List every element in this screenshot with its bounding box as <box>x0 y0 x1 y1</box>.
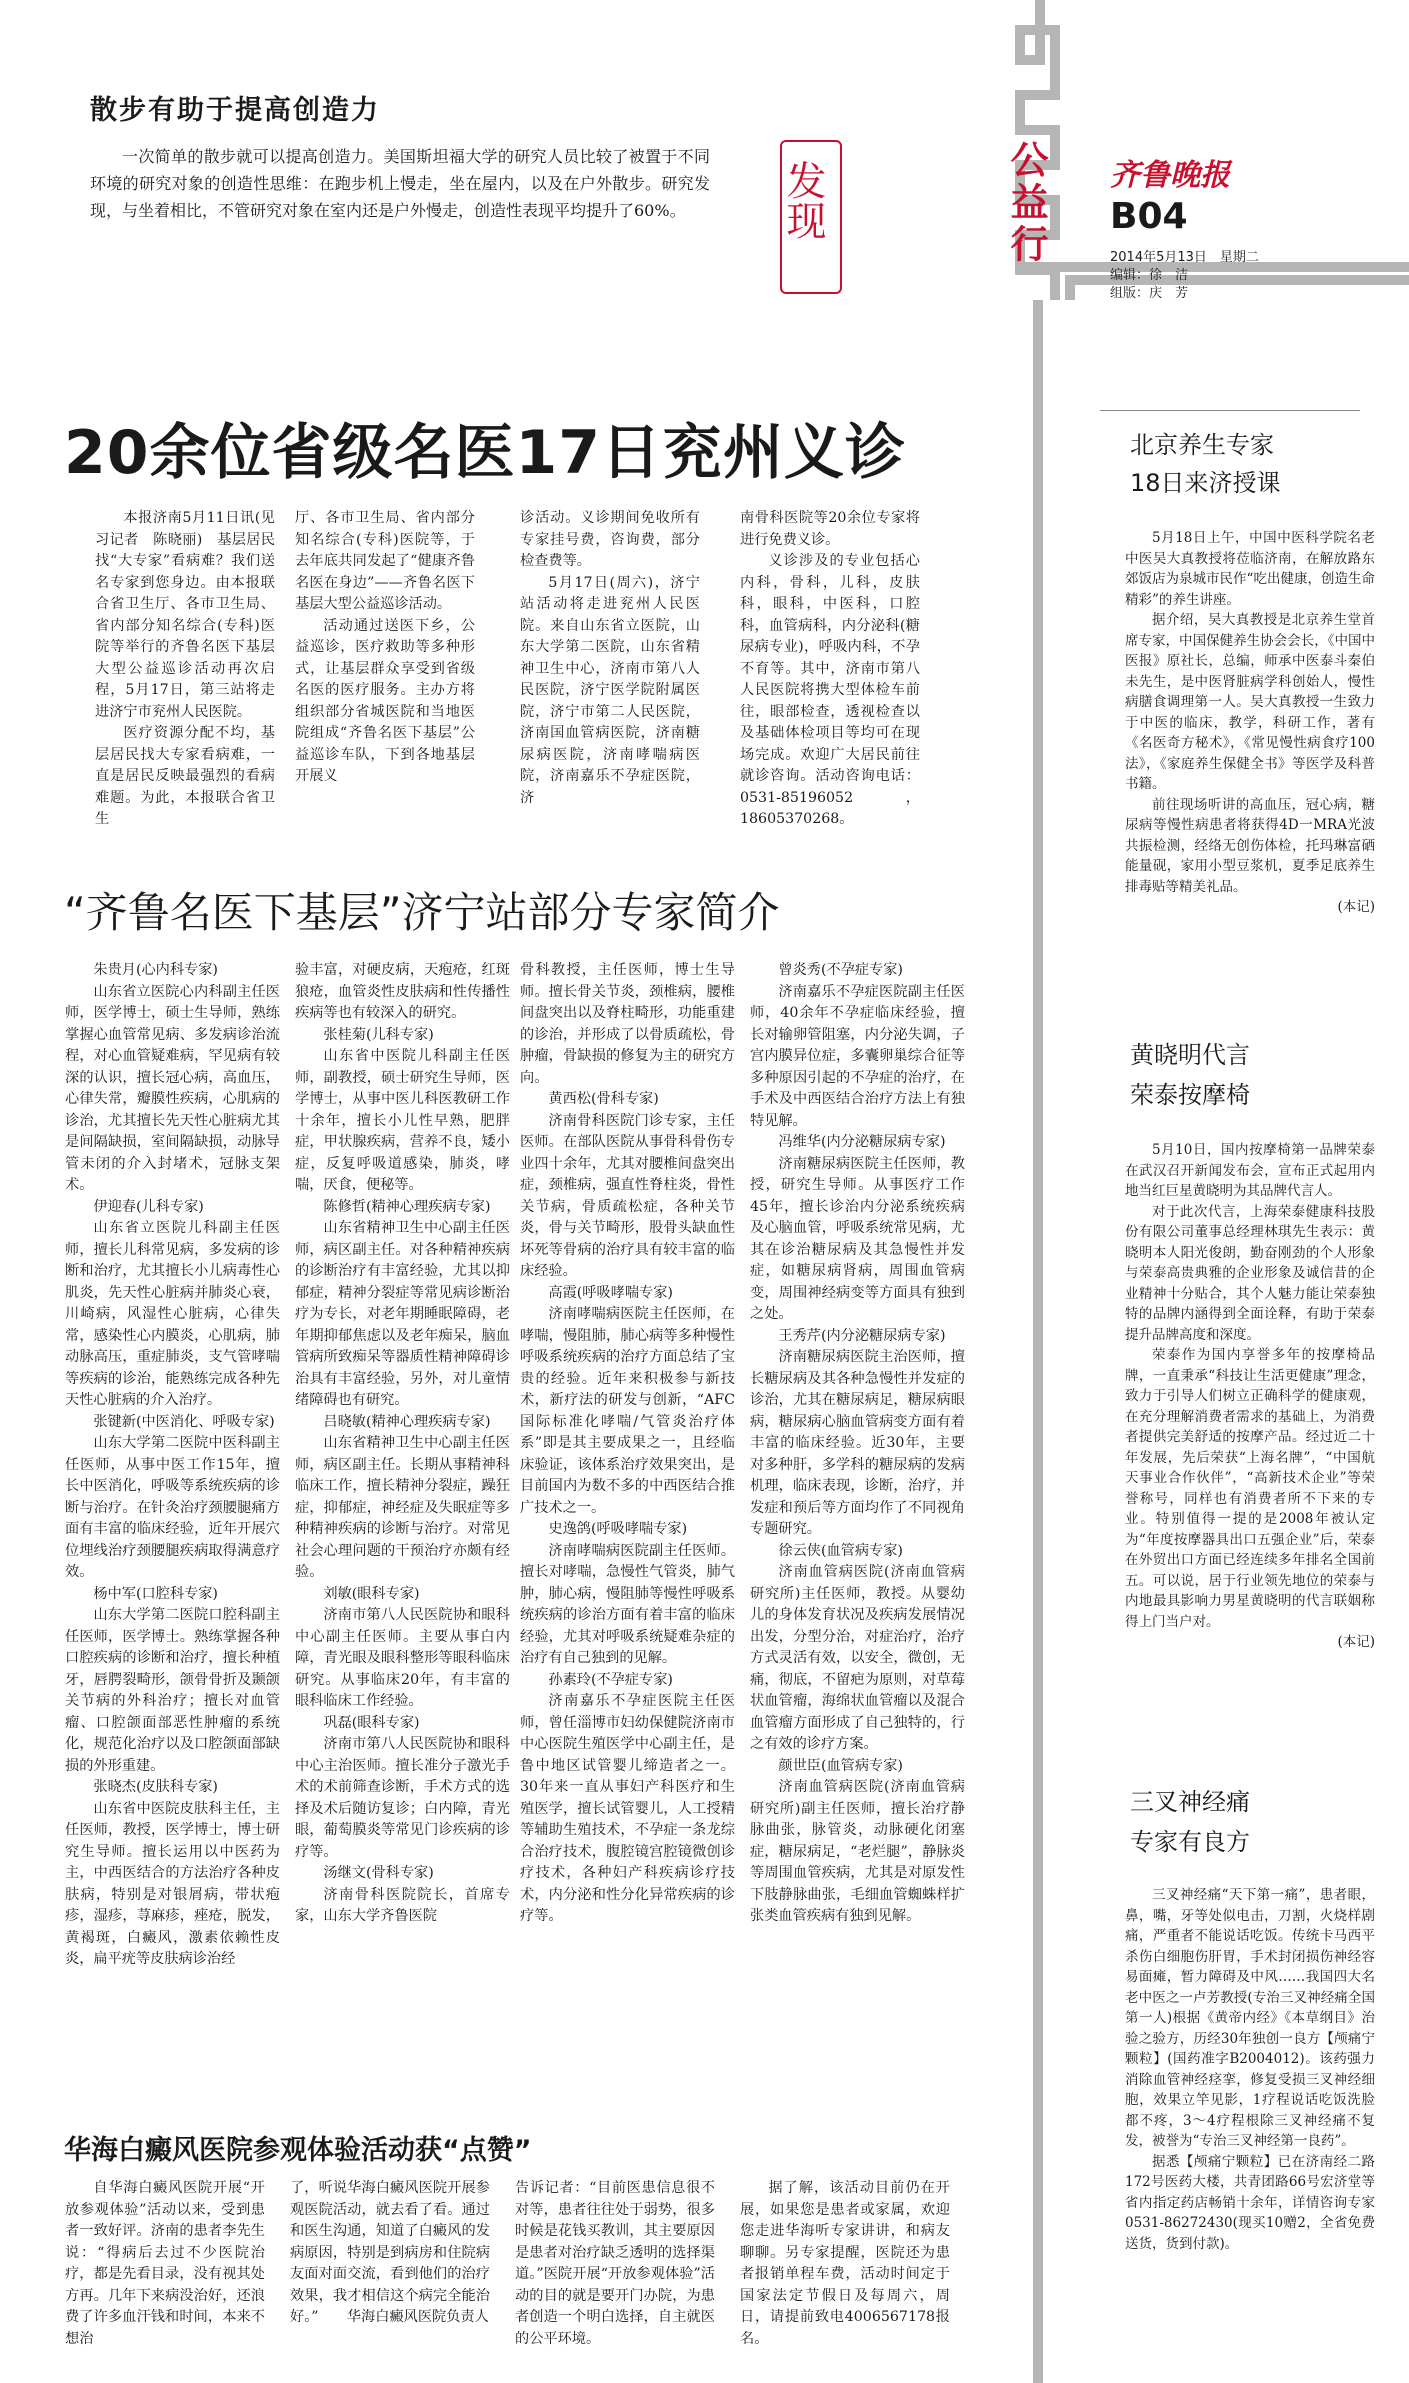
expert-name: 陈修哲(精神心理疾病专家) <box>323 1198 491 1215</box>
expert-bio: 济南哮喘病医院副主任医师。擅长对哮喘，急慢性气管炎，肺气肿，肺心病，慢阻肺等慢性呼吸系统疾病的诊治方面有着丰富的临床经验，尤其对呼吸系统疑难杂症的治疗有自己独到的见解。 <box>520 1542 735 1666</box>
vitiligo-headline: 华海白癜风医院参观体验活动获“点赞” <box>64 2135 532 2166</box>
date-line: 2014年5月13日 星期二 <box>1110 250 1259 265</box>
ad2-title-1: 黄晓明代言 <box>1130 1041 1250 1069</box>
expert-bio: 济南血管病医院(济南血管病研究所)副主任医师，擅长治疗静脉曲张，脉管炎，动脉硬化闭塞症，糖尿病足，“老烂腿”，静脉炎等周围血管疾病，尤其是对原发性下肢静脉曲张，毛细血管蜘蛛样扩张类血管疾病有独到见解。 <box>750 1779 965 1924</box>
ad1-title-2: 18日来济授课 <box>1130 469 1281 497</box>
expert-name: 黄西松(骨科专家) <box>548 1091 659 1107</box>
walk-title: 散步有助于提高创造力 <box>90 95 380 126</box>
expert-name: 高霞(呼吸哮喘专家) <box>548 1284 673 1301</box>
expert-bio: 山东大学第二医院口腔科副主任医师，医学博士。熟练掌握各种口腔疾病的诊断和治疗，擅长种植牙，唇腭裂畸形，颌骨骨折及颞颌关节病的外科治疗；擅长对血管瘤、口腔颌面部恶性肿瘤的系统化，规范化治疗以及口腔颌面部缺损的外形重建。 <box>65 1607 280 1774</box>
clinic-col-4: 南骨科医院等20余位专家将进行免费义诊。 义诊涉及的专业包括心内科，骨科，儿科，皮肤科，眼科，中医科，口腔科，血管病科，内分泌科(糖尿病专业)，呼吸内科，不孕不育等。其中，济南市第八人民医院将携大型体检车前往，眼部检查，透视检查以及基础体检项目等均可在现场完成。欢迎广大居民前往就诊咨询。活动咨询电话：0531-85196052，18605370268。 <box>740 510 920 827</box>
expert-bio: 济南市第八人民医院协和眼科中心副主任医师。主要从事白内障，青光眼及眼科整形等眼科临床研究。从事临床20年，有丰富的眼科临床工作经验。 <box>295 1607 510 1709</box>
clinic-col-2: 厅、各市卫生局、省内部分知名综合(专科)医院等，于去年底共同发起了“健康齐鲁 名医在身边”——齐鲁名医下基层大型公益巡诊活动。 活动通过送医下乡，公益巡诊，医疗救助等多种形式，让基层群众享受到省级名医的医疗服务。主办方将组织部分省城医院和当地医院组成“齐鲁名医下基层”公益巡诊车队，下到各地基层开展义 <box>295 510 490 784</box>
ad3-title-2: 专家有良方 <box>1130 1828 1250 1856</box>
expert-name: 汤继文(骨科专家) <box>323 1865 434 1881</box>
designer-line: 组版：庆 芳 <box>1110 286 1189 301</box>
expert-name: 伊迎春(儿科专家) <box>93 1198 204 1215</box>
expert-bio: 山东省立医院儿科副主任医师，擅长儿科常见病，多发病的诊断和治疗，尤其擅长小儿病毒性心肌炎，先天性心脏病并肺炎心衰，川崎病，风湿性心脏病，心律失常，感染性心内膜炎，心肌病，肺动脉高压，重症肺炎，支气管哮喘等疾病的诊治，能熟练完成各种先天性心脏病的介入治疗。 <box>65 1220 280 1408</box>
expert-name: 杨中军(口腔科专家) <box>93 1585 218 1602</box>
editor-line: 编辑：徐 洁 <box>1110 268 1189 283</box>
expert-bio: 骨科教授，主任医师，博士生导师。擅长骨关节炎，颈椎病，腰椎间盘突出以及脊柱畸形，功能重建的诊治，并形成了以骨质疏松，骨肿瘤，骨缺损的修复为主的研究方向。 <box>520 962 735 1086</box>
vitiligo-col-2: 了，听说华海白癜风医院开展参观医院活动，就去看了看。通过和医生沟通，知道了白癜风的发病原因，特别是到病房和住院病友面对面交流，看到他们的治疗效果，我才相信这个病完全能治好。” 华海白癜风医院负责人 <box>290 2180 490 2325</box>
clinic-headline: 20余位省级名医17日兖州义诊 <box>64 418 906 488</box>
expert-bio: 济南骨科医院院长，首席专家，山东大学齐鲁医院 <box>295 1886 510 1924</box>
expert-name: 张晓杰(皮肤科专家) <box>93 1779 218 1795</box>
expert-name: 徐云侠(血管病专家) <box>778 1542 903 1559</box>
expert-name: 张桂菊(儿科专家) <box>323 1026 434 1043</box>
expert-bio: 济南血管病医院(济南血管病研究所)主任医师，教授。从婴幼儿的身体发育状况及疾病发展情况出发，分型分治，对症治疗，治疗方式灵活有效，以安全，微创，无痛，彻底，不留疤为原则，对草莓状血管瘤，海绵状血管瘤以及混合血管瘤方面形成了自己独特的，行之有效的诊疗方案。 <box>750 1564 965 1752</box>
experts-col-3 <box>520 960 735 2110</box>
expert-bio: 济南糖尿病医院主任医师，教授，研究生导师。从事医疗工作45年，擅长诊治内分泌系统疾病及心脑血管，呼吸系统常见病，尤其在诊治糖尿病及其急慢性并发症，如糖尿病肾病，周围血管病变，周围神经病变等方面具有独到之处。 <box>750 1155 965 1322</box>
expert-bio: 济南嘉乐不孕症医院副主任医师，40余年不孕症临床经验，擅长对输卵管阻塞，内分泌失调，子宫内膜异位症，多囊卵巢综合征等多种原因引起的不孕症的治疗，在手术及中西医结合治疗方法上有独特见解。 <box>750 983 965 1129</box>
experts-col-4 <box>750 960 965 2110</box>
ad3-body: 三叉神经痛“天下第一痛”，患者眼，鼻，嘴，牙等处似电击，刀割，火烧样剧痛，严重者不能说话吃饭。传统卡马西平杀伤白细胞伤肝胃，手术封闭损伤神经容易面瘫，暂力障碍及中风……我国四大名老中医之一卢芳教授(专治三叉神经痛全国第一人)根据《黄帝内经》《本草纲目》治验之验方，历经30年独创一良方【颅痛宁颗粒】(国药准字B2004012)。该药强力消除血管神经痉挛，修复受损三叉神经细胞，效果立竿见影，1疗程说话吃饭洗脸都不疼，3～4疗程根除三叉神经痛不复发，被誉为“专治三叉神经第一良药”。 据悉【颅痛宁颗粒】已在济南经二路172号医药大楼，共青团路66号宏济堂等省内指定药店畅销十余年，详情咨询专家0531-86272430(现买10赠2，全省免费送货，货到付款)。 <box>1125 1887 1375 2252</box>
expert-bio: 济南糖尿病医院主治医师，擅长糖尿病及其各种急慢性并发症的诊治，尤其在糖尿病足，糖尿病眼病，糖尿病心脑血管病变方面有着丰富的临床经验。近30年，主要对多种肝，多学科的糖尿病的发病机理，临床表现，诊断，治疗，并发症和预后等方面均作了不同视角专题研究。 <box>750 1349 965 1537</box>
clinic-col-1: 本报济南5月11日讯(见习记者 陈晓丽) 基层居民找“大专家”看病难？我们送名专家到您身边。由本报联合省卫生厅、各市卫生局、省内部分知名综合(专科)医院等举行的齐鲁名医下基层大型公益巡诊活动再次启程，5月17日，第三站将走进济宁市兖州人民医院。 医疗资源分配不均，基层居民找大专家看病难，一直是居民反映最强烈的看病难题。为此，本报联合省卫生 <box>95 510 275 827</box>
tag-label: 发现 <box>780 160 826 240</box>
ad2-title-2: 荣泰按摩椅 <box>1130 1081 1250 1109</box>
expert-bio: 山东大学第二医院中医科副主任医师，从事中医工作15年，擅长中医消化，呼吸等系统疾病的诊断与治疗。在针灸治疗颈腰腿痛方面有丰富的临床经验，近年开展穴位埋线治疗颈腰腿疾病取得满意疗效。 <box>65 1435 280 1580</box>
vitiligo-col-4: 据了解，该活动目前仍在开展，如果您是患者或家属，欢迎您走进华海听专家讲讲，和病友聊聊。另专家提醒，医院还为患者报销单程车费，活动时间定于国家法定节假日及每周六，周日，请提前致电4006567178报名。 <box>740 2180 950 2347</box>
vitiligo-col-1: 自华海白癜风医院开展“开放参观体验”活动以来，受到患者一致好评。济南的患者李先生说：“得病后去过不少医院治疗，都是先看目录，没有视其处方再。几年下来病没治好，还浪费了许多血汗钱和时间，本来不想治 <box>65 2180 265 2347</box>
expert-name: 吕晓敏(精神心理疾病专家) <box>323 1413 491 1430</box>
vitiligo-col-3: 告诉记者：“目前医患信息很不对等，患者往往处于弱势，很多时候是花钱买教训，其主要原因是患者对治疗缺乏透明的选择渠道。”医院开展“开放参观体验”活动的目的就是要开门办院，为患者创造一个明白选择，自主就医的公平环境。 <box>515 2180 715 2347</box>
expert-name: 张键新(中医消化、呼吸专家) <box>93 1413 275 1430</box>
sidebar-divider <box>1100 410 1360 411</box>
expert-bio: 山东省立医院心内科副主任医师，医学博士，硕士生导师，熟练掌握心血管常见病、多发病诊治流程，对心血管疑难病，罕见病有较深的认识，擅长冠心病，高血压，心律失常，瓣膜性疾病，心肌病的诊治，尤其擅长先天性心脏病尤其是间隔缺损，室间隔缺损，动脉导管未闭的介入封堵术，冠脉支架术。 <box>65 983 280 1193</box>
expert-name: 冯维华(内分泌糖尿病专家) <box>778 1134 946 1150</box>
expert-name: 王秀芹(内分泌糖尿病专家) <box>778 1327 946 1344</box>
experts-headline: “齐鲁名医下基层”济宁站部分专家简介 <box>64 888 780 937</box>
expert-name: 史逸鸽(呼吸哮喘专家) <box>548 1521 688 1537</box>
expert-bio: 山东省精神卫生中心副主任医师，病区副主任。对各种精神疾病的诊断治疗有丰富经验，尤其以抑郁症，精神分裂症等常见病诊断治疗为专长，对老年期睡眠障碍，老年期抑郁焦虑以及老年痴呆，脑血管病所致痴呆等器质性精神障碍诊治具有丰富经验，另外，对儿童情绪障碍也有研究。 <box>295 1220 510 1408</box>
expert-bio: 济南哮喘病医院主任医师，在哮喘，慢阻肺，肺心病等多种慢性呼吸系统疾病的治疗方面总结了宝贵的经验。近年来积极参与新技术，新疗法的研发与创新，“AFC国际标准化哮喘/气管炎治疗体系”即是其主要成果之一，且经临床验证，该体系治疗效果突出，是目前国内为数不多的中西医结合推广技术之一。 <box>520 1306 735 1516</box>
expert-name: 孙素玲(不孕症专家) <box>548 1671 673 1688</box>
experts-col-2 <box>295 960 510 2110</box>
ad1-body: 5月18日上午，中国中医科学院名老中医吴大真教授将莅临济南，在解放路东郊饭店为泉城市民作“吃出健康，创造生命精彩”的养生讲座。 据介绍，吴大真教授是北京养生堂首席专家，中国保健养生协会会长，《中国中医报》原社长，总编，师承中医泰斗秦伯未先生，是中医肾脏病学科创始人，慢性病膳食调理第一人。吴大真教授一生致力于中医的临床，教学，科研工作，著有《名医奇方秘术》，《常见慢性病食疗100法》，《家庭养生保健全书》等医学及科普书籍。 前往现场听讲的高血压，冠心病，糖尿病等慢性病患者将获得4D一MRA光波共振检测，经络无创伤体检，托玛琳富硒能量砚，家用小型豆浆机，夏季足底养生排毒贴等精美礼品。 (本记) <box>1125 530 1375 915</box>
expert-name: 曾炎秀(不孕症专家) <box>778 962 903 978</box>
frame-vertical-bar <box>1033 300 1043 2383</box>
expert-bio: 验丰富，对硬皮病，天疱疮，红斑狼疮，血管炎性皮肤病和性传播性疾病等也有较深入的研究。 <box>295 962 510 1021</box>
expert-name: 巩磊(眼科专家) <box>323 1714 420 1731</box>
expert-bio: 济南市第八人民医院协和眼科中心主治医师。擅长准分子激光手术的术前筛查诊断，手术方式的选择及术后随访复诊；白内障，青光眼，葡萄膜炎等常见门诊疾病的诊疗等。 <box>295 1736 510 1860</box>
clinic-col-3: 诊活动。义诊期间免收所有专家挂号费，咨询费，部分检查费等。 5月17日(周六)，济宁站活动将走进兖州人民医院。来自山东省立医院，山东大学第二医院，山东省精神卫生中心，济南市第八人民医院，济宁医学院附属医院，济宁市第二人民医院，济南国血管病医院，济南糖尿病医院，济南哮喘病医院，济南嘉乐不孕症医院，济 <box>520 510 700 806</box>
paper-logo: 齐鲁晚报 <box>1110 158 1230 193</box>
expert-bio: 济南骨科医院门诊专家，主任医师。在部队医院从事骨科骨伤专业四十余年，尤其对腰椎间盘突出症，颈椎病，强直性脊柱炎，骨性关节病，骨质疏松症，各种关节炎，骨与关节畸形，股骨头缺血性坏死等骨病的治疗具有较丰富的临床经验。 <box>520 1112 735 1279</box>
expert-bio: 山东省中医院皮肤科主任，主任医师，教授，医学博士，博士研究生导师。擅长运用以中医药为主，中西医结合的方法治疗各种皮肤病，特别是对银屑病，带状疱疹，湿疹，荨麻疹，痤疮，脱发，黄褐斑，白癜风，激素依赖性皮炎，扁平疣等皮肤病诊治经 <box>65 1800 280 1967</box>
expert-bio: 济南嘉乐不孕症医院主任医师，曾任淄博市妇幼保健院济南市中心医院生殖医学中心副主任，是鲁中地区试管婴儿缔造者之一。30年来一直从事妇产科医疗和生殖医学，擅长试管婴儿，人工授精等辅助生殖技术，不孕症一条龙综合治疗技术，腹腔镜宫腔镜微创诊疗技术，各种妇产科疾病诊疗技术，内分泌和性分化异常疾病的诊疗等。 <box>520 1693 735 1924</box>
ad2-body: 5月10日，国内按摩椅第一品牌荣泰在武汉召开新闻发布会，宣布正式起用内地当红巨星黄晓明为其品牌代言人。 对于此次代言，上海荣泰健康科技股份有限公司董事总经理林琪先生表示：黄晓明本人阳光俊朗，勤奋刚劲的个人形象与荣泰高贵典雅的企业形象及诚信昔的企业精神十分贴合，其个人魅力能让荣泰独特的品牌内涵得到全面诠释，有助于荣泰提升品牌高度和深度。 荣泰作为国内享誉多年的按摩椅品牌，一直秉承“科技让生活更健康”理念，致力于引导人们树立正确科学的健康观，在充分理解消费者需求的基础上，为消费者提供完美舒适的按摩产品。经过近二十年发展，先后荣获“上海名牌”，“中国航天事业合作伙伴”，“高新技术企业”等荣誉称号，同样也有消费者所不下来的专业。特别值得一提的是2008年被认定为“年度按摩器具出口五强企业”后，荣泰在外贸出口方面已经连续多年排名全国前五。可以说，居于行业领先地位的荣泰与内地最具影响力男星黄晓明的代言联姻称得上门当户对。 (本记) <box>1125 1142 1375 1650</box>
section-title: 公益行 <box>1004 140 1048 266</box>
expert-bio: 山东省中医院儿科副主任医师，副教授，硕士研究生导师，医学博士，从事中医儿科医教研工作十余年，擅长小儿性早熟，肥胖症，甲状腺疾病，营养不良，矮小症，反复呼吸道感染，肺炎，哮喘，厌食，便秘等。 <box>295 1048 510 1193</box>
expert-name: 颜世臣(血管病专家) <box>778 1757 903 1774</box>
experts-col-1 <box>65 960 280 2110</box>
page-number: B04 <box>1110 196 1188 237</box>
walk-body: 一次简单的散步就可以提高创造力。美国斯坦福大学的研究人员比较了被置于不同环境的研究对象的创造性思维：在跑步机上慢走，坐在屋内，以及在户外散步。研究发现，与坐着相比，不管研究对象在室内还是户外慢走，创造性表现平均提升了60%。 <box>90 147 710 220</box>
ad1-title-1: 北京养生专家 <box>1130 431 1274 459</box>
expert-name: 朱贵月(心内科专家) <box>93 962 218 978</box>
expert-name: 刘敏(眼科专家) <box>323 1585 420 1602</box>
ad3-title-1: 三叉神经痛 <box>1130 1788 1250 1816</box>
expert-bio: 山东省精神卫生中心副主任医师，病区副主任。长期从事精神科临床工作，擅长精神分裂症，躁狂症，抑郁症，神经症及失眠症等多种精神疾病的诊断与治疗。对常见社会心理问题的干预治疗亦颇有经验。 <box>295 1435 510 1580</box>
